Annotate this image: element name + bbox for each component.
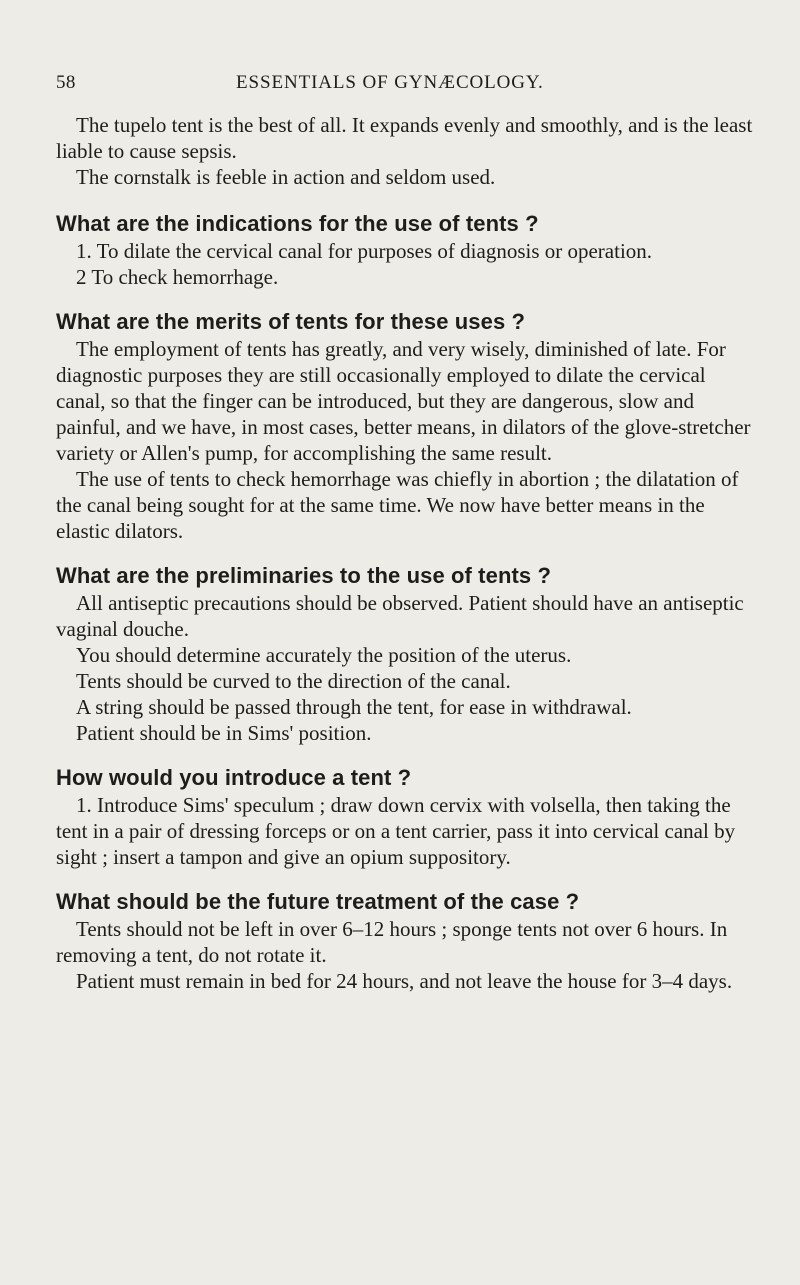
introduce-answer-1: 1. Introduce Sims' speculum ; draw down cervix with volsella, then taking the tent in a pair of dressing forceps or on a tent carrier, pass it into cervical canal by sight ; insert a tampon and give an opium suppository. [56, 793, 736, 869]
preliminaries-question: What are the preliminaries to the use of tents ? [56, 563, 551, 588]
running-title: ESSENTIALS OF GYNÆCOLOGY. [236, 72, 544, 93]
preliminaries-answer-3: Tents should be curved to the direction of the canal. [76, 669, 511, 693]
future-treatment-question: What should be the future treatment of the case ? [56, 889, 580, 914]
preliminaries-answer-4: A string should be passed through the tent, for ease in withdrawal. [76, 695, 632, 719]
merits-question: What are the merits of tents for these uses ? [56, 309, 526, 334]
preliminaries-answer-5: Patient should be in Sims' position. [76, 721, 372, 745]
preliminaries-answer-2: You should determine accurately the position of the uterus. [76, 643, 572, 667]
introduce-question: How would you introduce a tent ? [56, 765, 412, 790]
page-number: 58 [56, 72, 76, 93]
running-head [56, 72, 738, 98]
preliminaries-answer-1: All antiseptic precautions should be observed. Patient should have an antiseptic vaginal douche. [56, 591, 744, 641]
future-treatment-answer-2: Patient must remain in bed for 24 hours, and not leave the house for 3–4 days. [76, 969, 733, 993]
page-content [56, 112, 758, 994]
intro-paragraph-2: The cornstalk is feeble in action and seldom used. [76, 165, 496, 189]
intro-paragraph-1: The tupelo tent is the best of all. It expands evenly and smoothly, and is the least liable to cause sepsis. [56, 113, 753, 163]
future-treatment-answer-1: Tents should not be left in over 6–12 hours ; sponge tents not over 6 hours. In removing a tent, do not rotate it. [56, 917, 728, 967]
merits-answer-1: The employment of tents has greatly, and very wisely, diminished of late. For diagnostic purposes they are still occasionally employed to dilate the cervical canal, so that the finger can be introduced, but they are dangerous, slow and painful, and we have, in most cases, better means, in dilators of the glove-stretcher variety or Allen's pump, for accomplishing the same result. [56, 337, 751, 465]
indications-answer-2: 2 To check hemorrhage. [76, 265, 279, 289]
indications-answer-1: 1. To dilate the cervical canal for purposes of diagnosis or operation. [76, 239, 653, 263]
indications-question: What are the indications for the use of tents ? [56, 211, 539, 236]
merits-answer-2: The use of tents to check hemorrhage was chiefly in abortion ; the dilatation of the canal being sought for at the same time. We now have better means in the elastic dilators. [56, 467, 739, 543]
